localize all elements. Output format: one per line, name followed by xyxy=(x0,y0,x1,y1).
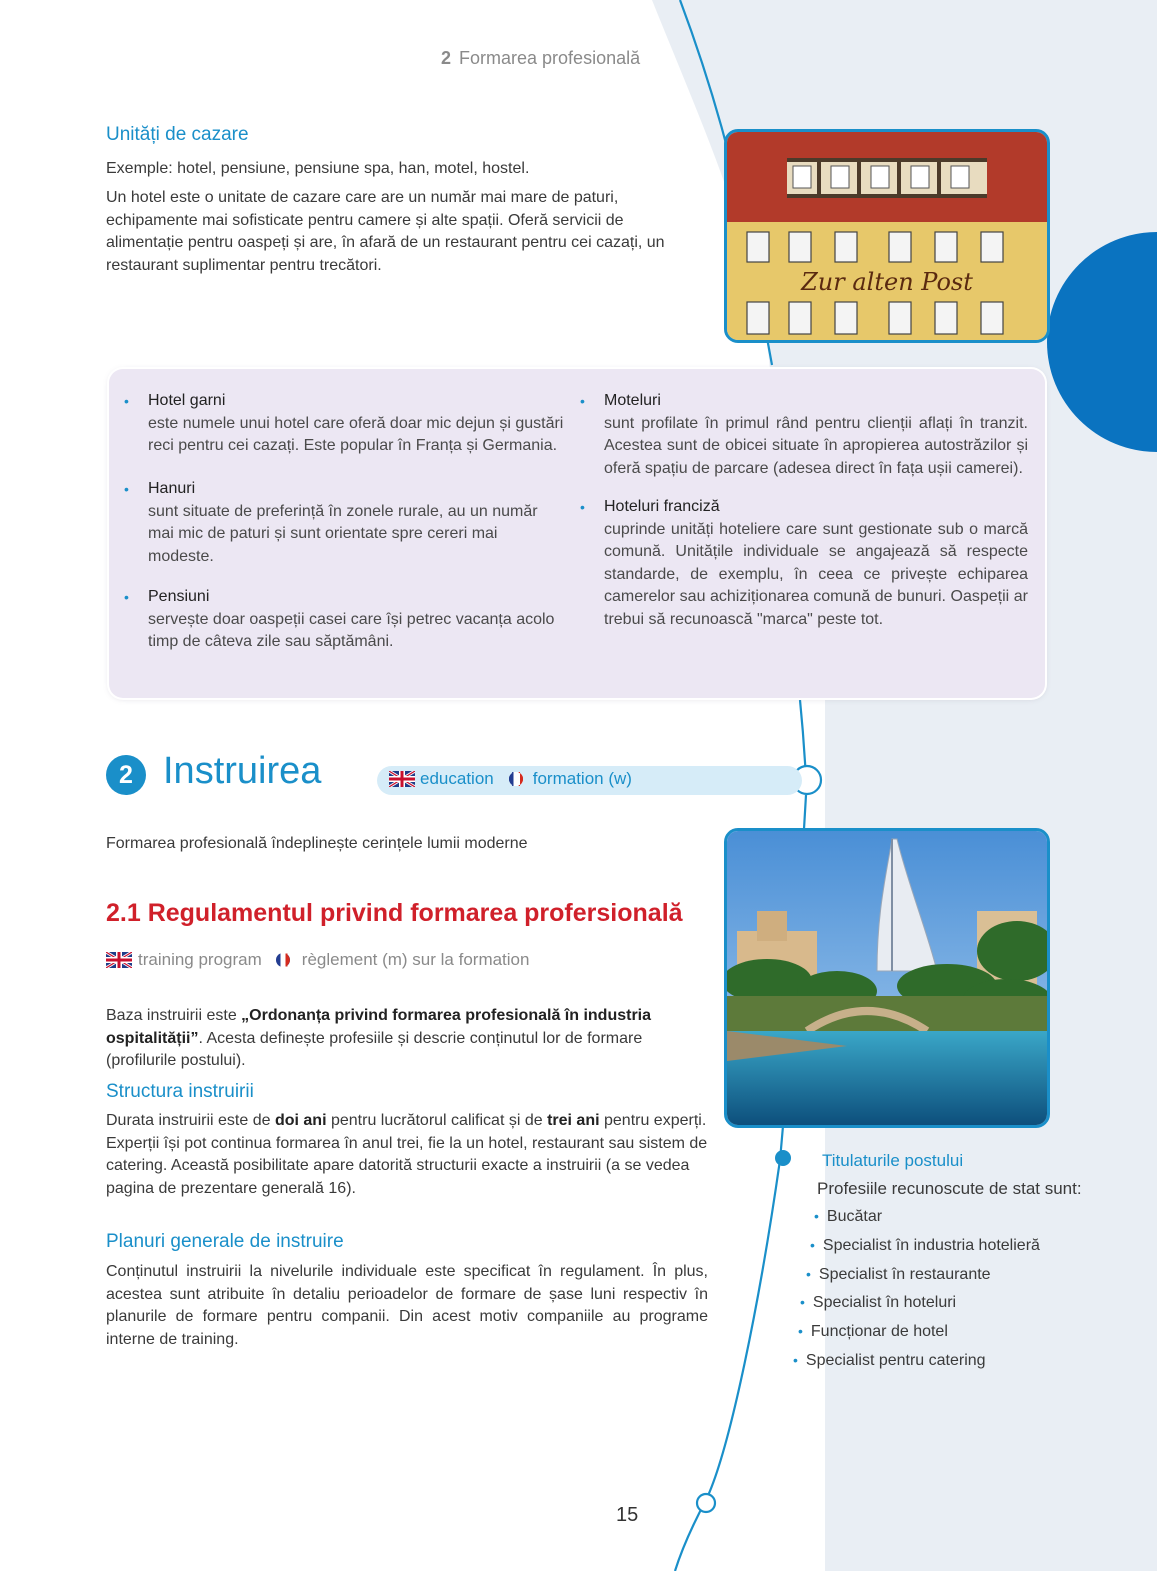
accommodation-examples: Exemple: hotel, pensiune, pensiune spa, han, motel, hostel. xyxy=(106,160,530,177)
bullet-icon: • xyxy=(800,1294,805,1310)
bullet-icon: • xyxy=(580,393,585,409)
uk-flag-icon xyxy=(389,771,415,787)
type-moteluri xyxy=(580,390,1028,480)
page-number: 15 xyxy=(616,1504,639,1526)
text-run: . Acesta definește profesiile și descrie conținutul lor de formare (profilurile postului). xyxy=(106,1029,643,1069)
text-run: pentru lucrătorul calificat și de xyxy=(326,1112,548,1129)
section-intro: Formarea profesională îndeplinește cerințele lumii moderne xyxy=(106,835,528,852)
type-title: Hotel garni xyxy=(148,392,226,409)
regulation-paragraph xyxy=(106,1005,708,1073)
uk-flag-icon xyxy=(106,952,132,968)
chapter-number: 2 xyxy=(441,48,452,68)
ordinance-name: „Ordonanța privind formarea profesională în industria ospitalității” xyxy=(106,1007,652,1047)
type-hoteluri-franciza xyxy=(580,496,1028,631)
resort-photo xyxy=(724,828,1050,1128)
running-header xyxy=(441,48,640,69)
bullet-icon: • xyxy=(580,499,585,515)
translation-pill xyxy=(377,766,802,795)
hotel-photo xyxy=(724,129,1050,343)
bullet-icon: • xyxy=(793,1352,798,1368)
bullet-icon: • xyxy=(806,1266,811,1282)
lang-fr-text: formation (w) xyxy=(532,769,632,788)
type-title: Moteluri xyxy=(604,392,661,409)
text-run: Durata instruirii este de xyxy=(106,1112,275,1129)
job-title-item xyxy=(800,1294,956,1312)
lang-fr-text: règlement (m) sur la formation xyxy=(301,950,530,969)
type-title: Hoteluri franciză xyxy=(604,498,720,515)
job-titles-heading: Titulaturile postului xyxy=(822,1151,964,1170)
type-desc: sunt profilate în primul rând pentru clienții aflați în tranzit. Acestea sunt de obicei situate în apropierea autostrăzilor și oferă spațiu de parcare (adesea direct în fața ușii camerei). xyxy=(604,414,1028,477)
type-title: Hanuri xyxy=(148,480,196,497)
text-run: pentru experți. Experții își pot continua formarea în anul trei, fie la un hotel, restaurant sau sistem de catering. Această posibilitate apare datorită structurii exacte a instruirii (a se vedea pagina de prezentare generală 16). xyxy=(106,1112,708,1197)
accommodation-paragraph: Un hotel este o unitate de cazare care are un număr mai mare de paturi, echipamente mai sofisticate pentru camere și alte spații. Oferă servicii de alimentație pentru oaspeți și are, în afară de un restaurant pentru cei cazați, un restaurant suplimentar pentru trecători. xyxy=(106,189,665,274)
job-titles-intro: Profesiile recunoscute de stat sunt: xyxy=(817,1179,1082,1198)
subsection-heading: 2.1 Regulamentul privind formarea profersională xyxy=(106,899,683,927)
structure-paragraph xyxy=(106,1110,708,1200)
bullet-icon: • xyxy=(810,1237,815,1253)
job-title-item xyxy=(793,1352,986,1370)
type-desc: servește doar oaspeții casei care își petrec vacanța acolo timp de câteva zile sau săptămâni. xyxy=(148,610,555,650)
type-hanuri xyxy=(124,478,558,568)
bullet-icon: • xyxy=(798,1323,803,1339)
accommodation-heading: Unități de cazare xyxy=(106,124,249,145)
job-title-text: Specialist în restaurante xyxy=(818,1266,991,1283)
job-title-item xyxy=(806,1266,991,1284)
structure-heading: Structura instruirii xyxy=(106,1081,254,1102)
type-title: Pensiuni xyxy=(148,588,210,605)
plans-heading: Planuri generale de instruire xyxy=(106,1231,344,1252)
section-title: Instruirea xyxy=(163,750,322,792)
bullet-icon: • xyxy=(124,589,129,605)
fr-flag-icon xyxy=(503,771,529,787)
job-title-item xyxy=(798,1323,948,1341)
job-title-item xyxy=(814,1208,882,1226)
type-pensiuni xyxy=(124,586,568,654)
text-run: Baza instruirii este xyxy=(106,1007,242,1024)
bullet-icon: • xyxy=(124,481,129,497)
fr-flag-icon xyxy=(270,952,296,968)
bullet-icon: • xyxy=(124,393,129,409)
job-title-text: Bucătar xyxy=(826,1208,883,1225)
chapter-title: Formarea profesională xyxy=(459,48,641,68)
job-title-text: Specialist în hoteluri xyxy=(812,1294,957,1311)
bullet-icon: • xyxy=(814,1208,819,1224)
lang-en-text: education xyxy=(420,769,494,788)
bold-duration: trei ani xyxy=(547,1112,600,1129)
lang-en-text: training program xyxy=(138,950,262,969)
job-title-text: Funcționar de hotel xyxy=(810,1323,948,1340)
subsection-translations xyxy=(106,950,529,970)
type-desc: este numele unui hotel care oferă doar mic dejun și gustări reci pentru cei cazați. Este popular în Franța și Germania. xyxy=(148,414,564,454)
type-desc: sunt situate de preferință în zonele rurale, au un număr mai mic de paturi și sunt orientate spre cereri mai modeste. xyxy=(148,502,538,565)
job-title-text: Specialist pentru catering xyxy=(805,1352,986,1369)
hotel-sign: Zur alten Post xyxy=(801,268,973,296)
bold-duration: doi ani xyxy=(274,1112,327,1129)
plans-paragraph: Conținutul instruirii la nivelurile individuale este specificat în regulament. În plus, acestea sunt atribuite în detaliu perioadelor de formare de șase luni respectiv în planurile de formare pentru companii. Din acest motiv companiile au programe interne de training. xyxy=(106,1263,708,1348)
job-title-item xyxy=(810,1237,1040,1255)
job-title-text: Specialist în industria hotelieră xyxy=(822,1237,1040,1254)
type-desc: cuprinde unități hoteliere care sunt gestionate sub o marcă comună. Unitățile individuale se angajează să respecte standarde, de exemplu, în ceea ce privește echiparea camerelor sau achiziționarea comună de bunuri. Oaspeții ar trebui să recunoască "marca" peste tot. xyxy=(604,520,1028,628)
section-number-badge: 2 xyxy=(106,755,146,795)
type-hotel-garni xyxy=(124,390,573,458)
